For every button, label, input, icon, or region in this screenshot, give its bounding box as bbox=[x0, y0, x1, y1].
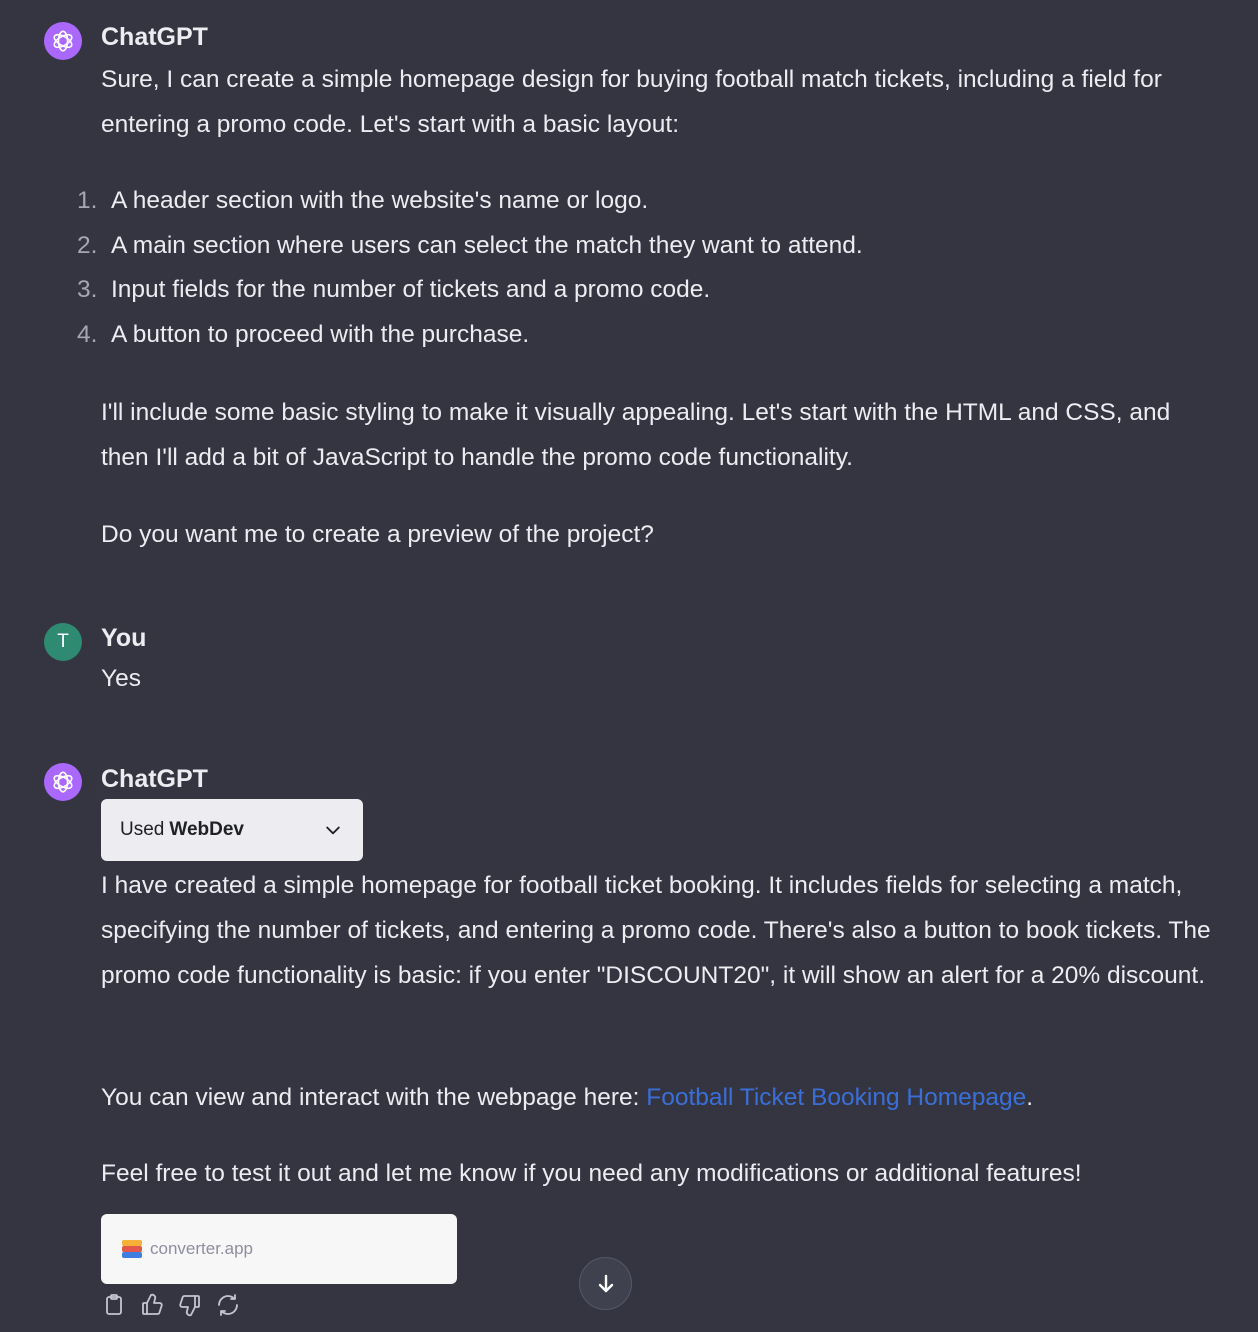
webpage-link[interactable]: Football Ticket Booking Homepage bbox=[646, 1084, 1027, 1111]
copy-icon bbox=[102, 1293, 126, 1317]
scroll-to-bottom-button[interactable] bbox=[579, 1257, 632, 1310]
list-text: A header section with the website's name or logo. bbox=[111, 187, 649, 214]
thumbs-down-button[interactable] bbox=[177, 1292, 203, 1318]
message-author: You bbox=[101, 624, 147, 652]
app-card-name: converter.app bbox=[150, 1239, 254, 1258]
list-number: 4. bbox=[77, 321, 98, 349]
plugin-name: WebDev bbox=[169, 819, 244, 840]
list-text: A button to proceed with the purchase. bbox=[111, 321, 530, 349]
plugin-used-dropdown[interactable] bbox=[101, 799, 363, 861]
regenerate-button[interactable] bbox=[215, 1292, 241, 1318]
list-number: 2. bbox=[77, 231, 98, 259]
link-prefix-text: You can view and interact with the webpage here: bbox=[101, 1084, 647, 1111]
thumbs-up-icon bbox=[140, 1293, 164, 1317]
thumbs-down-icon bbox=[178, 1293, 202, 1317]
chatgpt-avatar bbox=[44, 22, 82, 60]
openai-logo-icon bbox=[50, 28, 76, 54]
regenerate-icon bbox=[216, 1293, 240, 1317]
list-text: A main section where users can select the match they want to attend. bbox=[111, 231, 863, 259]
chevron-down-icon bbox=[323, 820, 343, 840]
message-paragraph: Sure, I can create a simple homepage design for buying football match tickets, including a field for entering a promo code. Let's start with a basic layout: bbox=[101, 66, 1162, 138]
user-message-text: Yes bbox=[101, 665, 141, 692]
message-paragraph: I have created a simple homepage for football ticket booking. It includes fields for selecting a match, specifying the number of tickets, and entering a promo code. There's also a button to book tickets. The promo code functionality is basic: if you enter "DISCOUNT20", it will show an alert for a 20% discount. bbox=[101, 872, 1211, 989]
list-number: 1. bbox=[77, 187, 98, 214]
link-suffix-text: . bbox=[1026, 1084, 1034, 1111]
message-author: ChatGPT bbox=[101, 765, 208, 793]
app-preview-card[interactable] bbox=[101, 1214, 457, 1284]
message-actions bbox=[101, 1292, 253, 1318]
chatgpt-avatar bbox=[44, 763, 82, 801]
message-author: ChatGPT bbox=[101, 23, 208, 51]
openai-logo-icon bbox=[50, 769, 76, 795]
thumbs-up-button[interactable] bbox=[139, 1292, 165, 1318]
plugin-used-prefix: Used bbox=[120, 819, 165, 840]
app-stack-icon bbox=[121, 1238, 143, 1260]
message-paragraph: Do you want me to create a preview of the project? bbox=[101, 521, 654, 548]
user-avatar: T bbox=[44, 623, 82, 661]
list-number: 3. bbox=[77, 276, 98, 304]
copy-button[interactable] bbox=[101, 1292, 127, 1318]
arrow-down-icon bbox=[594, 1272, 618, 1296]
message-paragraph: Feel free to test it out and let me know if you need any modifications or additional features! bbox=[101, 1160, 1082, 1187]
message-paragraph bbox=[101, 1075, 1213, 1120]
message-paragraph: I'll include some basic styling to make it visually appealing. Let's start with the HTML and CSS, and then I'll add a bit of JavaScript to handle the promo code functionality. bbox=[101, 399, 1171, 471]
list-text: Input fields for the number of tickets and a promo code. bbox=[111, 276, 711, 304]
